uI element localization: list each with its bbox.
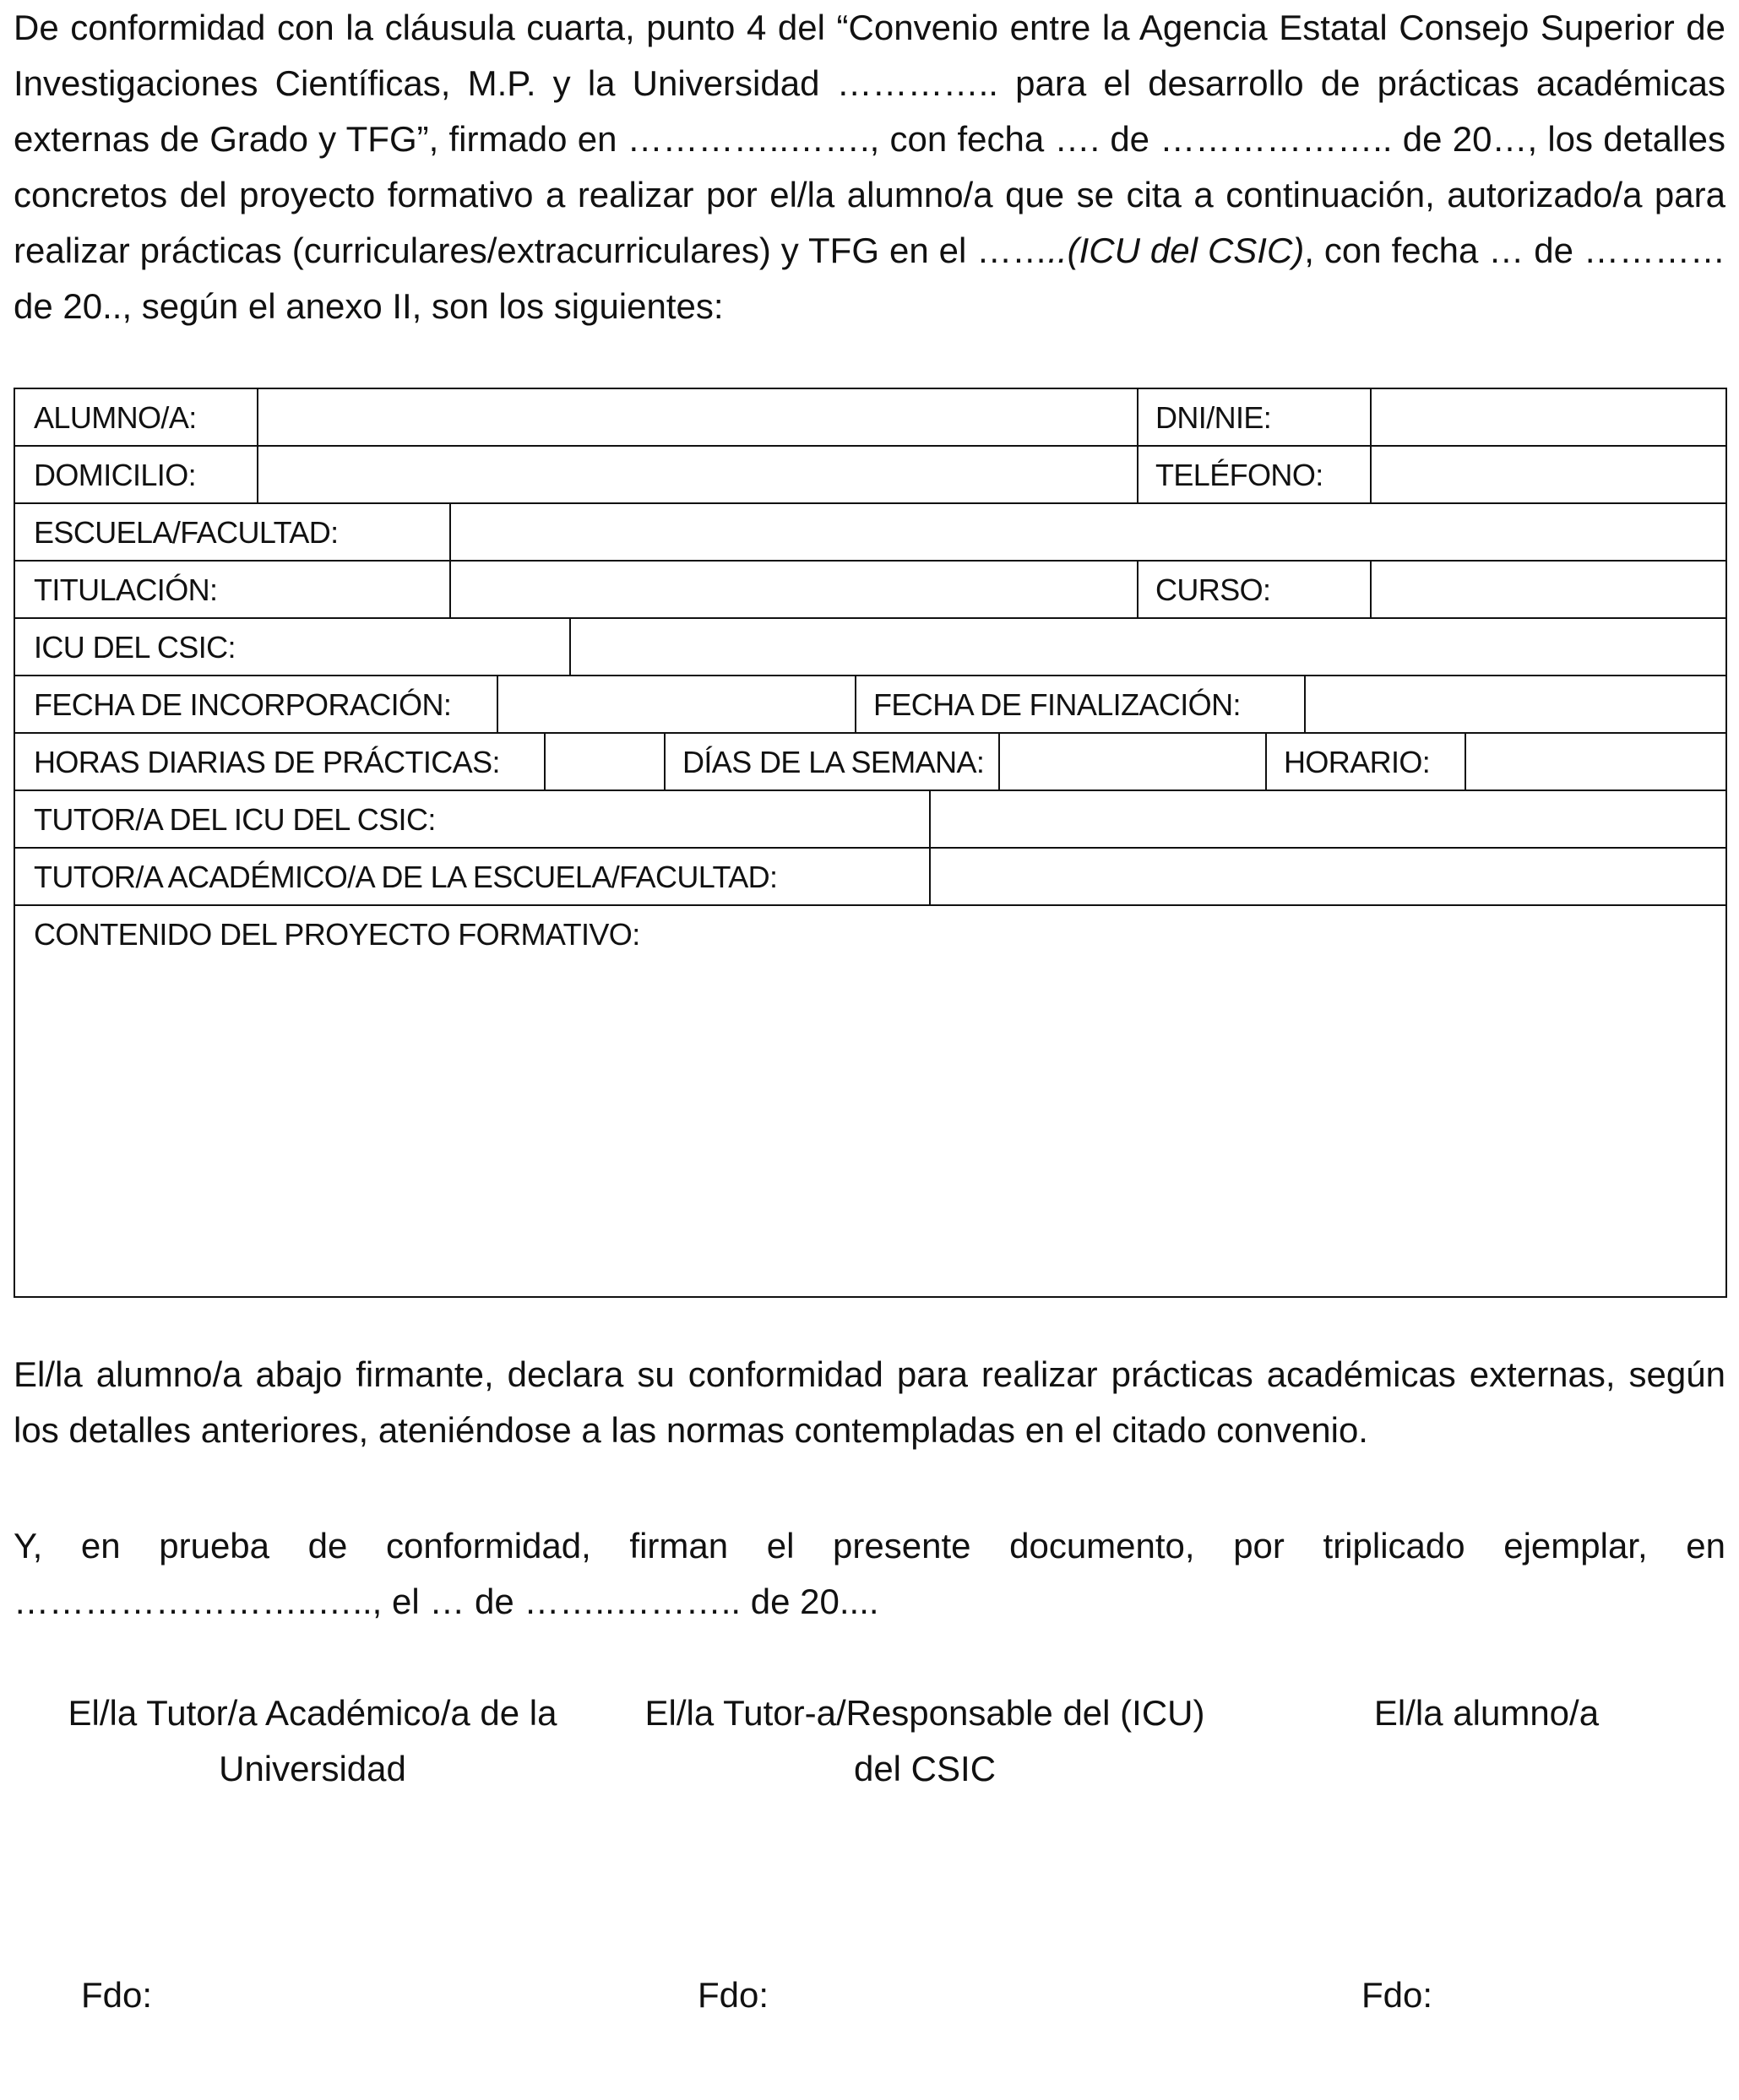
dni-label: DNI/NIE:	[1155, 400, 1272, 435]
col-divider	[1465, 732, 1466, 790]
col-divider	[1370, 389, 1372, 502]
intro-paragraph	[14, 0, 1725, 334]
horas-field[interactable]	[547, 735, 662, 790]
domicilio-field[interactable]	[260, 448, 1135, 502]
icu-label: ICU DEL CSIC:	[34, 630, 236, 665]
col-divider	[1304, 675, 1306, 732]
dni-field[interactable]	[1373, 391, 1725, 445]
alumno-field[interactable]	[260, 391, 1135, 445]
fdo-tutor-icu: Fdo:	[698, 1975, 769, 2015]
escuela-label: ESCUELA/FACULTAD:	[34, 515, 339, 550]
tutor-academico-field[interactable]	[932, 850, 1725, 904]
col-divider	[1137, 389, 1139, 502]
student-details-form	[14, 388, 1727, 1298]
icu-field[interactable]	[573, 621, 1725, 675]
domicilio-label: DOMICILIO:	[34, 458, 197, 492]
col-divider	[998, 732, 1000, 790]
dias-label: DÍAS DE LA SEMANA:	[682, 745, 985, 779]
contenido-label: CONTENIDO DEL PROYECTO FORMATIVO:	[34, 917, 640, 952]
col-divider	[1370, 560, 1372, 617]
row-divider	[15, 617, 1725, 619]
telefono-label: TELÉFONO:	[1155, 458, 1323, 492]
signature-alumno-line1: El/la alumno/a	[1373, 1693, 1600, 1733]
dias-field[interactable]	[1002, 735, 1263, 790]
signature-tutor-academico-line2: Universidad	[219, 1749, 406, 1788]
intro-text-2: , con fecha … de ………… de 20.., según el anexo II, son los siguientes:	[14, 231, 1725, 326]
proof-paragraph: Y, en prueba de conformidad, firman el presente documento, por triplicado ejemplar, en ……………………..….., el … de ……..……….. de 20....	[14, 1526, 1725, 1621]
signature-tutor-academico-line1: El/la Tutor/a Académico/a de la	[68, 1693, 557, 1733]
signature-tutor-icu	[625, 1685, 1225, 1797]
row-divider	[15, 445, 1725, 447]
titulacion-label: TITULACIÓN:	[34, 572, 218, 607]
signature-tutor-icu-line2: del CSIC	[853, 1749, 997, 1788]
signature-tutor-icu-line1: El/la Tutor-a/Responsable del (ICU)	[644, 1693, 1205, 1733]
col-divider	[544, 732, 546, 790]
tutor-academico-label: TUTOR/A ACADÉMICO/A DE LA ESCUELA/FACULTAD:	[34, 860, 778, 894]
declaration-paragraph: El/la alumno/a abajo firmante, declara su conformidad para realizar prácticas académicas externas, según los detalles anteriores, ateniéndose a las normas contempladas en el citado convenio.	[14, 1354, 1725, 1450]
horario-label: HORARIO:	[1284, 745, 1431, 779]
col-divider	[497, 675, 498, 732]
col-divider	[1137, 560, 1139, 617]
alumno-label: ALUMNO/A:	[34, 400, 197, 435]
curso-field[interactable]	[1373, 563, 1725, 617]
telefono-field[interactable]	[1373, 448, 1725, 502]
horario-field[interactable]	[1468, 735, 1725, 790]
horas-label: HORAS DIARIAS DE PRÁCTICAS:	[34, 745, 500, 779]
col-divider	[929, 790, 931, 904]
signature-alumno	[1318, 1685, 1655, 1741]
col-divider	[855, 675, 856, 732]
escuela-field[interactable]	[453, 506, 1724, 560]
fecha-incorporacion-label: FECHA DE INCORPORACIÓN:	[34, 687, 452, 722]
fecha-incorporacion-field[interactable]	[500, 678, 853, 732]
col-divider	[664, 732, 666, 790]
col-divider	[569, 617, 571, 675]
fdo-tutor-academico: Fdo:	[81, 1975, 153, 2015]
intro-text-icu: ..(ICU del CSIC)	[1047, 231, 1305, 270]
col-divider	[1265, 732, 1267, 790]
fecha-finalizacion-field[interactable]	[1307, 678, 1725, 732]
col-divider	[449, 502, 451, 617]
tutor-icu-label: TUTOR/A DEL ICU DEL CSIC:	[34, 802, 436, 837]
fecha-finalizacion-label: FECHA DE FINALIZACIÓN:	[873, 687, 1241, 722]
tutor-icu-field[interactable]	[932, 793, 1725, 847]
col-divider	[257, 389, 258, 502]
signature-tutor-academico	[51, 1685, 574, 1797]
titulacion-field[interactable]	[453, 563, 1135, 617]
contenido-field[interactable]	[19, 963, 1724, 1293]
intro-text-1: De conformidad con la cláusula cuarta, punto 4 del “Convenio entre la Agencia Estatal Consejo Superior de Investigaciones Científicas, M.P. y la Universidad ………….. para el desarrollo de prácticas académicas externas de Grado y TFG”, firmado en …………..……., con fecha …. de ……………….. de 20…, los detalles concretos del proyecto formativo a realizar por el/la alumno/a que se cita a continuación, autorizado/a para realizar prácticas (curriculares/extracurriculares) y TFG en el ……	[14, 8, 1725, 270]
fdo-alumno: Fdo:	[1361, 1975, 1433, 2015]
curso-label: CURSO:	[1155, 572, 1271, 607]
